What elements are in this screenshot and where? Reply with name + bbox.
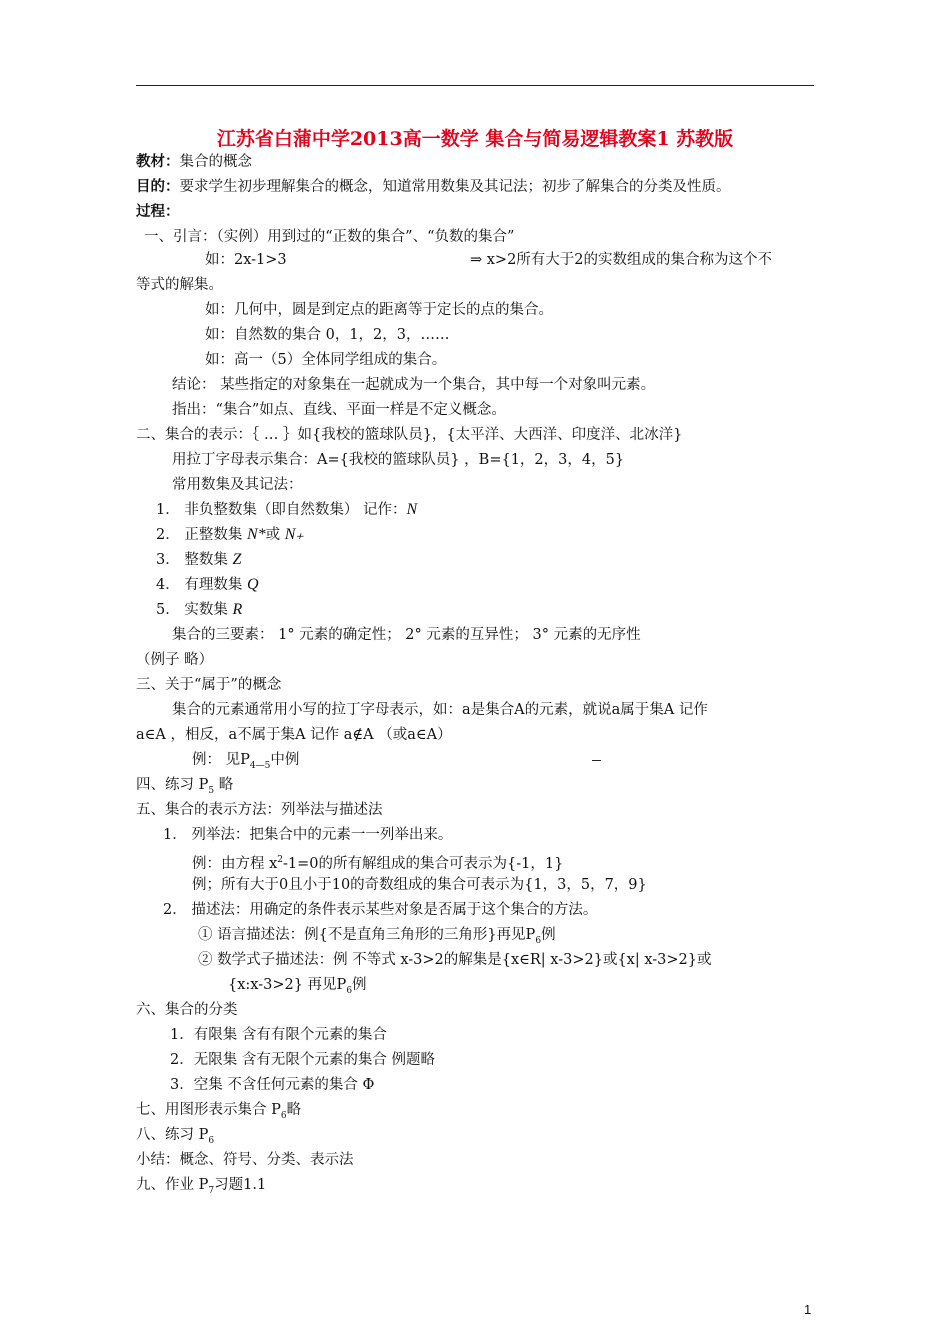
latin-notation: 用拉丁字母表示集合：A={我校的篮球队员} ，B={1，2，3，4，5} <box>172 452 625 468</box>
example-inequality-cont: 等式的解集。 <box>136 277 223 293</box>
textbook-line: 教材：集合的概念 <box>136 153 252 170</box>
method-list-example-1: 例：由方程 $x^2-1=0$的所有解组成的集合可表示为{-1，1} <box>192 855 564 872</box>
membership-example: 例： 见$P_{4—5}$中例 <box>192 752 300 771</box>
description-verbal: ① 语言描述法：例{不是直角三角形的三角形}再见$P_6$例 <box>198 927 556 946</box>
header-rule <box>136 85 814 86</box>
common-sets-label: 常用数集及其记法： <box>172 477 303 493</box>
set-integer: 3． 整数集 Z <box>156 551 242 568</box>
section-8-heading: 八、练习 $P_6$ <box>136 1127 215 1146</box>
section-2-heading: 二、集合的表示：｛ … ｝如{我校的篮球队员}，{太平洋、大西洋、印度洋、北冰洋} <box>136 427 683 443</box>
membership-para-1: 集合的元素通常用小写的拉丁字母表示，如：a是集合A的元素，就说a属于集A 记作 <box>172 702 708 718</box>
method-list: 1． 列举法：把集合中的元素一一列举出来。 <box>163 827 453 843</box>
process-label: 过程： <box>136 203 180 220</box>
method-list-example-2: 例；所有大于0且小于10的奇数组成的集合可表示为{1，3，5，7，9} <box>192 877 647 893</box>
conclusion: 结论： 某些指定的对象集在一起就成为一个集合，其中每一个对象叫元素。 <box>172 377 656 393</box>
page-number: 1 <box>804 1302 812 1317</box>
example-naturals: 如：自然数的集合 0，1，2，3，…… <box>205 327 450 343</box>
set-natural: 1． 非负整数集（即自然数集） 记作：N <box>156 501 418 518</box>
example-omitted: （例子 略） <box>136 652 214 668</box>
example-circle: 如：几何中，圆是到定点的距离等于定长的点的集合。 <box>205 302 553 318</box>
three-elements: 集合的三要素： 1° 元素的确定性； 2° 元素的互异性； 3° 元素的无序性 <box>172 627 641 643</box>
section-5-heading: 五、集合的表示方法：列举法与描述法 <box>136 802 383 818</box>
section-3-heading: 三、关于“属于”的概念 <box>136 677 282 693</box>
objective-line: 目的：要求学生初步理解集合的概念，知道常用数集及其记法；初步了解集合的分类及性质。 <box>136 178 731 195</box>
description-math: ② 数学式子描述法：例 不等式 x-3>2的解集是{x∈R| x-3>2}或{x| x-3>2}或 <box>198 952 712 968</box>
section-9-heading: 九、作业 $P_7$习题1.1 <box>136 1177 267 1196</box>
section-4-heading: 四、练习 $P_5$ 略 <box>136 777 234 796</box>
class-finite: 1．有限集 含有有限个元素的集合 <box>170 1027 387 1043</box>
document-title: 江苏省白蒲中学2013高一数学 集合与简易逻辑教案1 苏教版 <box>216 128 734 150</box>
class-infinite: 2．无限集 含有无限个元素的集合 例题略 <box>170 1052 435 1068</box>
membership-para-2: a∈A ，相反，a不属于集A 记作 a∉A （或a∈A） <box>136 727 452 743</box>
example-class: 如：高一（5）全体同学组成的集合。 <box>205 352 447 368</box>
section-6-heading: 六、集合的分类 <box>136 1002 238 1018</box>
set-positive-integer: 2． 正整数集 N*或 N₊ <box>156 526 304 543</box>
class-empty: 3．空集 不含任何元素的集合 Φ <box>170 1077 375 1093</box>
example-inequality: 如：2x-1>3 <box>205 252 287 268</box>
example-inequality-result: ⇒ x>2所有大于2的实数组成的集合称为这个不 <box>470 252 773 268</box>
section-1-heading: 一、引言：（实例）用到过的“正数的集合”、“负数的集合” <box>144 229 515 245</box>
set-real: 5． 实数集 R <box>156 601 243 618</box>
description-math-cont: {x:x-3>2} 再见$P_6$例 <box>228 977 367 996</box>
stray-dash <box>592 760 601 761</box>
note: 指出：“集合”如点、直线、平面一样是不定义概念。 <box>172 402 506 418</box>
section-7-heading: 七、用图形表示集合 $P_6$略 <box>136 1102 302 1121</box>
set-rational: 4． 有理数集 Q <box>156 576 259 593</box>
summary: 小结：概念、符号、分类、表示法 <box>136 1152 354 1168</box>
method-description: 2． 描述法：用确定的条件表示某些对象是否属于这个集合的方法。 <box>163 902 598 918</box>
